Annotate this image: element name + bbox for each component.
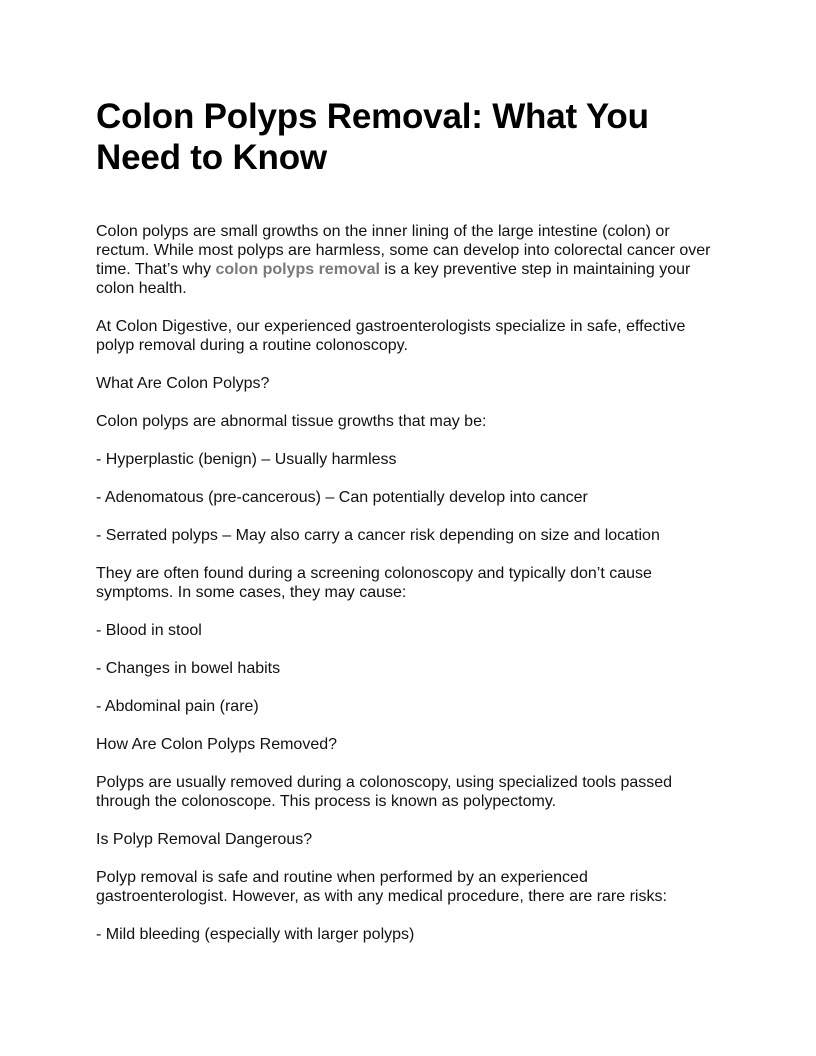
document-page <box>96 96 720 963</box>
heading-how-removed: How Are Colon Polyps Removed? <box>96 736 338 753</box>
heading-what-are-polyps: What Are Colon Polyps? <box>96 375 270 392</box>
symptoms-paragraph: They are often found during a screening colonoscopy and typically don’t cause symptoms. In some cases, they may cause: <box>96 565 652 601</box>
intro-text-before-link: Colon polyps are small growths on the inner lining of the large intestine (colon) or rectum. While most polyps are harmless, some can develop into colorectal cancer over time. That’s why <box>96 223 711 278</box>
list-item: - Serrated polyps – May also carry a cancer risk depending on size and location <box>96 527 660 544</box>
intro-paragraph <box>96 222 720 298</box>
list-item: - Hyperplastic (benign) – Usually harmless <box>96 451 397 468</box>
document-title: Colon Polyps Removal: What You Need to Know <box>96 97 649 177</box>
list-item: - Changes in bowel habits <box>96 660 281 677</box>
definition-paragraph: Colon polyps are abnormal tissue growths that may be: <box>96 413 487 430</box>
about-paragraph: At Colon Digestive, our experienced gastroenterologists specialize in safe, effective polyp removal during a routine colonoscopy. <box>96 318 686 354</box>
risk-paragraph: Polyp removal is safe and routine when performed by an experienced gastroenterologist. However, as with any medical procedure, there are rare risks: <box>96 869 667 905</box>
list-item: - Blood in stool <box>96 622 202 639</box>
colon-polyps-removal-link[interactable]: colon polyps removal <box>215 261 380 278</box>
removal-paragraph: Polyps are usually removed during a colonoscopy, using specialized tools passed through the colonoscope. This process is known as polypectomy. <box>96 774 673 810</box>
heading-is-dangerous: Is Polyp Removal Dangerous? <box>96 831 313 848</box>
list-item: - Abdominal pain (rare) <box>96 698 259 715</box>
list-item: - Mild bleeding (especially with larger polyps) <box>96 926 415 943</box>
intro-text-after-link: is a key preventive step in maintaining your colon health. <box>96 261 691 297</box>
list-item: - Adenomatous (pre-cancerous) – Can potentially develop into cancer <box>96 489 588 506</box>
